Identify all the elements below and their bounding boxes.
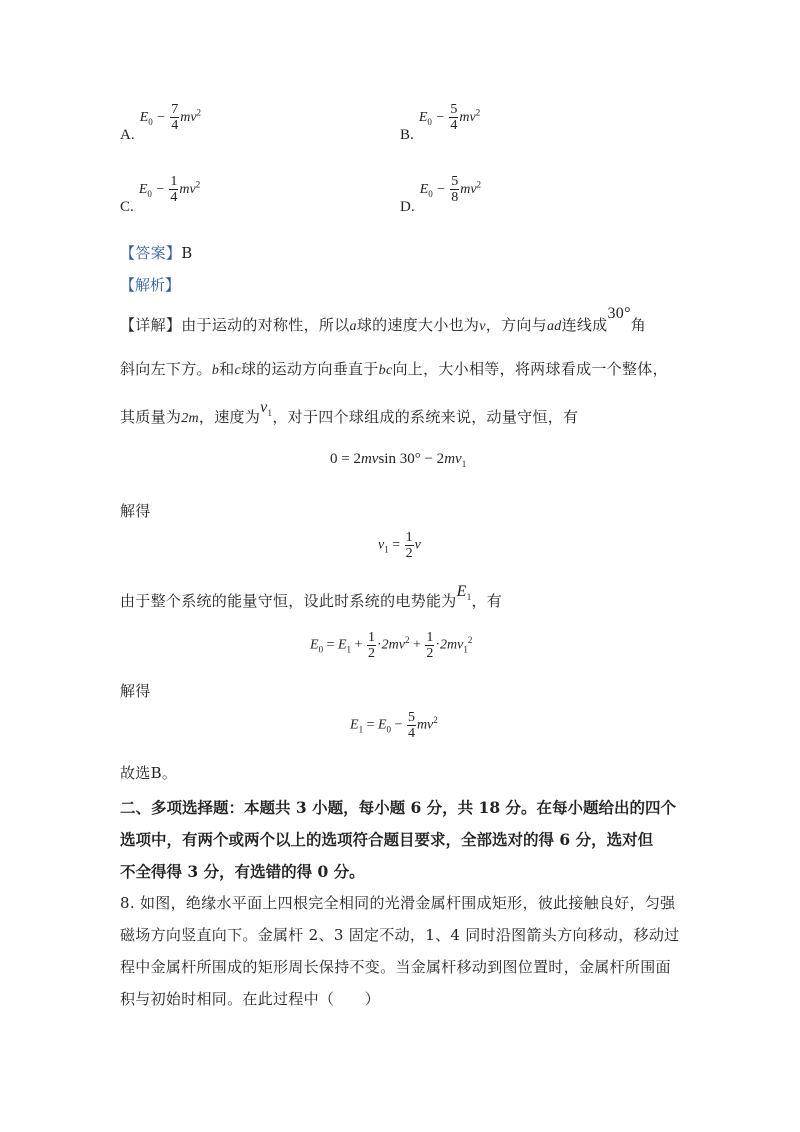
momentum-equation: 0 = 2mvsin $30^\circ - 2mv_1$ bbox=[330, 451, 467, 469]
answer-value: B bbox=[181, 244, 193, 262]
option-a[interactable] bbox=[120, 102, 202, 143]
answer-label: 【答案】 bbox=[120, 244, 182, 262]
option-b-letter: B. bbox=[400, 126, 414, 143]
energy-equation: $E_0 = E_1$ + $\frac{1}{2}$ $\cdot 2mv^2$ + $\frac{1}{2}$ $\cdot 2mv_1^2$ bbox=[310, 630, 473, 661]
option-c-letter: C. bbox=[120, 198, 134, 215]
q8-line-1: 8. 如图，绝缘水平面上四根完全相同的光滑金属杆围成矩形，彼此接触良好，匀强 bbox=[120, 894, 676, 912]
option-c[interactable] bbox=[120, 174, 201, 215]
option-d-formula: $E_0$ − $\frac{5}{8}$ $mv^2$ bbox=[419, 174, 482, 205]
analysis-label: 【解析】 bbox=[120, 276, 181, 294]
option-b-formula: $E_0$ − $\frac{5}{4}$ $mv^2$ bbox=[418, 102, 481, 133]
e1-equation: $E_1 = E_0$ − $\frac{5}{4}$ $mv^2$ bbox=[350, 710, 438, 741]
q8-line-3: 程中金属杆所围成的矩形周长保持不变。当金属杆移动到图位置时，金属杆所围面 bbox=[120, 958, 671, 976]
option-c-formula: $E_0$ − $\frac{1}{4}$ $mv^2$ bbox=[138, 174, 201, 205]
detail-line-3: 其质量为2m，速度为$v_1$，对于四个球组成的系统来说，动量守恒，有 bbox=[120, 399, 579, 426]
jiede-2: 解得 bbox=[120, 682, 151, 700]
energy-line: 由于整个系统的能量守恒，设此时系统的电势能为$E_1$，有 bbox=[120, 583, 503, 610]
angle-30: 30° bbox=[607, 305, 631, 322]
v1-symbol: $v_1$ bbox=[260, 399, 273, 419]
option-a-formula: $E_0$ − $\frac{7}{4}$ $mv^2$ bbox=[139, 102, 202, 133]
jiede-1: 解得 bbox=[120, 502, 151, 520]
option-a-letter: A. bbox=[120, 126, 135, 143]
section2-line-3: 不全得得 3 分，有选错的得 0 分。 bbox=[120, 862, 365, 881]
option-b[interactable] bbox=[400, 102, 481, 143]
section2-line-2: 选项中，有两个或两个以上的选项符合题目要求，全部选对的得 6 分，选对但 bbox=[120, 830, 654, 849]
e1-symbol: $E_1$ bbox=[456, 583, 472, 603]
q8-line-2: 磁场方向竖直向下。金属杆 2、3 固定不动，1、4 同时沿图箭头方向移动，移动过 bbox=[120, 926, 680, 944]
detail-line-1: 【详解】由于运动的对称性，所以a球的速度大小也为v，方向与ad连线成30°角 bbox=[120, 305, 647, 334]
v1-equation: $v_1$ = $\frac{1}{2}$ v bbox=[378, 530, 421, 561]
detail-line-2: 斜向左下方。b和c球的运动方向垂直于bc向上，大小相等，将两球看成一个整体， bbox=[120, 360, 668, 378]
conclusion: 故选B。 bbox=[120, 764, 178, 782]
answer-line bbox=[120, 242, 193, 263]
q8-line-4: 积与初始时相同。在此过程中（ ） bbox=[120, 990, 381, 1008]
section2-line-1: 二、多项选择题：本题共 3 小题，每小题 6 分，共 18 分。在每小题给出的四个 bbox=[120, 798, 677, 817]
option-d-letter: D. bbox=[400, 198, 415, 215]
option-d[interactable] bbox=[400, 174, 482, 215]
